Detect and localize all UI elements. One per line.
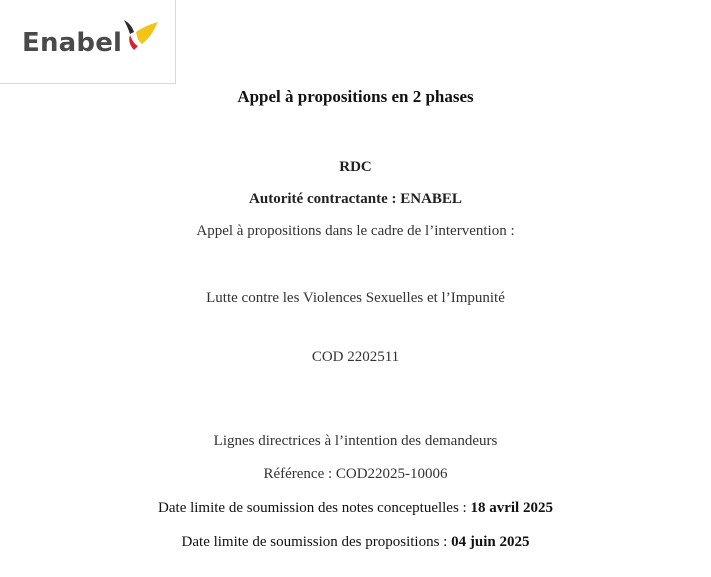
deadline-concept-date: 18 avril 2025 bbox=[470, 500, 553, 516]
logo-container bbox=[0, 0, 176, 84]
document-title: Appel à propositions en 2 phases bbox=[237, 87, 474, 106]
deadline-proposals bbox=[0, 535, 711, 550]
deadline-proposals-date: 04 juin 2025 bbox=[451, 534, 530, 550]
intervention-name: Lutte contre les Violences Sexuelles et l’Impunité bbox=[206, 290, 505, 306]
intervention-code: COD 2202511 bbox=[311, 349, 400, 365]
logo-black-wing bbox=[124, 20, 134, 34]
country-label: RDC bbox=[339, 159, 372, 175]
contracting-authority: Autorité contractante : ENABEL bbox=[249, 191, 462, 207]
enabel-bird-icon bbox=[118, 18, 160, 54]
deadline-concept-notes bbox=[0, 501, 711, 516]
deadline-concept-label: Date limite de soumission des notes conceptuelles : bbox=[158, 500, 471, 516]
logo-red-wing bbox=[129, 35, 138, 50]
guidelines-heading: Lignes directrices à l’intention des demandeurs bbox=[213, 433, 498, 449]
logo-yellow-body bbox=[136, 22, 158, 44]
enabel-logo-text: Enabel bbox=[22, 28, 123, 58]
intro-text: Appel à propositions dans le cadre de l’intervention : bbox=[196, 223, 515, 239]
reference-number: Référence : COD22025-10006 bbox=[263, 466, 448, 482]
deadline-proposals-label: Date limite de soumission des propositions : bbox=[181, 534, 452, 550]
